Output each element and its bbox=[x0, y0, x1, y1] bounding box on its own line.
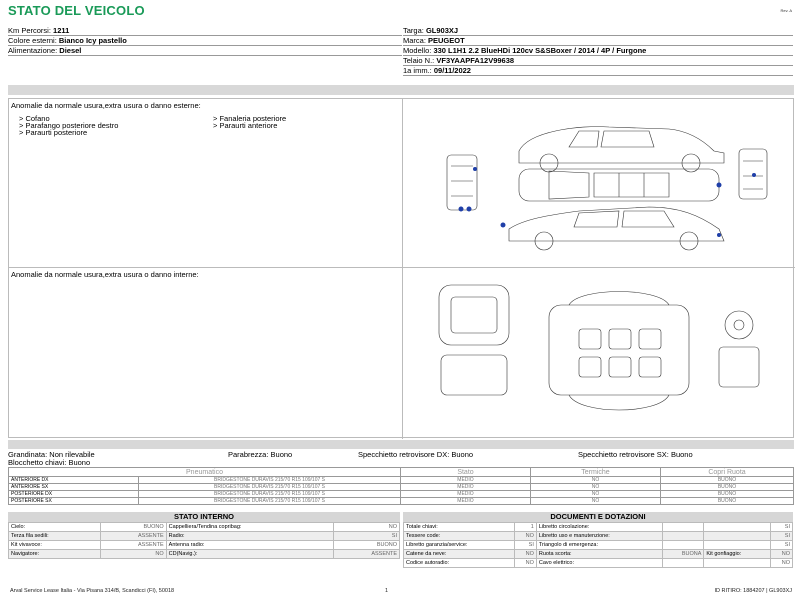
page-title: STATO DEL VEICOLO bbox=[8, 3, 145, 18]
stato-interno-panel bbox=[8, 512, 400, 559]
damage-divider-h bbox=[9, 267, 795, 268]
targa-row: Targa: GL903XJ bbox=[403, 26, 793, 36]
immatricolazione-row: 1a imm.: 09/11/2022 bbox=[403, 66, 793, 76]
footer-page: 1 bbox=[385, 588, 389, 594]
parabrezza-label: Parabrezza: Buono bbox=[228, 450, 293, 459]
specchietto-sx-label: Specchietto retrovisore SX: Buono bbox=[578, 450, 693, 459]
table-row: ANTERIORE SX BRIDGESTONE DURAVIS 215/70 R15 109/107 S MEDIO NO BUONO bbox=[9, 484, 794, 491]
table-row: Totale chiavi: 1 Libretto circolazione: SI bbox=[404, 523, 793, 532]
grandinata-label: Grandinata: Non rilevabile bbox=[8, 450, 95, 459]
table-row: Codice autoradio: NO Cavo elettrico: NO bbox=[404, 559, 793, 568]
section-band bbox=[8, 85, 794, 95]
stato-interno-title: STATO INTERNO bbox=[8, 512, 400, 522]
tyres-header-termiche: Termiche bbox=[531, 468, 661, 477]
table-row: Catene da neve: NO Ruota scorta: BUONA Kit gonfiaggio: NO bbox=[404, 550, 793, 559]
tyres-header-stato: Stato bbox=[401, 468, 531, 477]
table-row: Kit vivavoce: ASSENTE Antenna radio: BUONO bbox=[9, 541, 400, 550]
exterior-item: > Cofano bbox=[19, 114, 50, 123]
tyres-table bbox=[8, 467, 794, 505]
glass-condition bbox=[8, 451, 794, 467]
exterior-item: > Paraurti anteriore bbox=[213, 121, 278, 130]
table-row: Navigatore: NO CD(Navig.): ASSENTE bbox=[9, 550, 400, 559]
interior-section bbox=[11, 270, 199, 279]
table-row: Cielo: BUONO Cappelliera/Tendina copribag: NO bbox=[9, 523, 400, 532]
blocchetto-label: Blocchetto chiavi: Buono bbox=[8, 458, 91, 467]
damage-box bbox=[8, 98, 794, 438]
tyres-header-copri: Copri Ruota bbox=[661, 468, 794, 477]
table-row: POSTERIORE DX BRIDGESTONE DURAVIS 215/70 R15 109/107 S MEDIO NO BUONO bbox=[9, 491, 794, 498]
vehicle-info-right bbox=[403, 26, 793, 75]
marca-row: Marca: PEUGEOT bbox=[403, 36, 793, 46]
exterior-section bbox=[11, 101, 403, 136]
footer-id: ID RITIRO: 1884207 | GL903XJ bbox=[714, 588, 792, 594]
interior-heading: Anomalie da normale usura,extra usura o danno interne: bbox=[11, 270, 199, 279]
telaio-row: Telaio N.: VF3YAAPFA12V99638 bbox=[403, 56, 793, 66]
table-row: Tessere code: NO Libretto uso e manutenzione: SI bbox=[404, 532, 793, 541]
modello-row: Modello: 330 L1H1 2.2 BlueHDi 120cv S&SBoxer / 2014 / 4P / Furgone bbox=[403, 46, 793, 56]
table-row: ANTERIORE DX BRIDGESTONE DURAVIS 215/70 R15 109/107 S MEDIO NO BUONO bbox=[9, 477, 794, 484]
footer-company: Arval Service Lease Italia - Via Pisana 314/B, Scandicci (FI), 50018 bbox=[10, 588, 175, 594]
km-row: Km Percorsi: 1211 bbox=[8, 26, 402, 36]
table-row: Terza fila sedili: ASSENTE Radio: SI bbox=[9, 532, 400, 541]
table-row: POSTERIORE SX BRIDGESTONE DURAVIS 215/70 R15 109/107 S MEDIO NO BUONO bbox=[9, 498, 794, 505]
glass-band bbox=[8, 440, 794, 449]
revision-label: Rev. A bbox=[780, 8, 792, 13]
exterior-car-diagram bbox=[429, 111, 774, 261]
tyres-header-pneumatico: Pneumatico bbox=[9, 468, 401, 477]
alimentazione-row: Alimentazione: Diesel bbox=[8, 46, 402, 56]
interior-car-diagram bbox=[429, 277, 774, 427]
colore-row: Colore esterni: Bianco Icy pastello bbox=[8, 36, 402, 46]
exterior-item: > Fanaleria posteriore bbox=[213, 114, 287, 123]
exterior-heading: Anomalie da normale usura,extra usura o danno esterne: bbox=[11, 101, 201, 110]
documenti-title: DOCUMENTI E DOTAZIONI bbox=[403, 512, 793, 522]
documenti-panel bbox=[403, 512, 793, 568]
exterior-item: > Paraurti posteriore bbox=[19, 128, 88, 137]
exterior-item: > Parafango posteriore destro bbox=[19, 121, 119, 130]
vehicle-info-left bbox=[8, 26, 402, 66]
specchietto-dx-label: Specchietto retrovisore DX: Buono bbox=[358, 450, 474, 459]
damage-divider-v bbox=[402, 99, 403, 439]
table-row: Libretto garanzia/service: SI Triangolo di emergenza: SI bbox=[404, 541, 793, 550]
